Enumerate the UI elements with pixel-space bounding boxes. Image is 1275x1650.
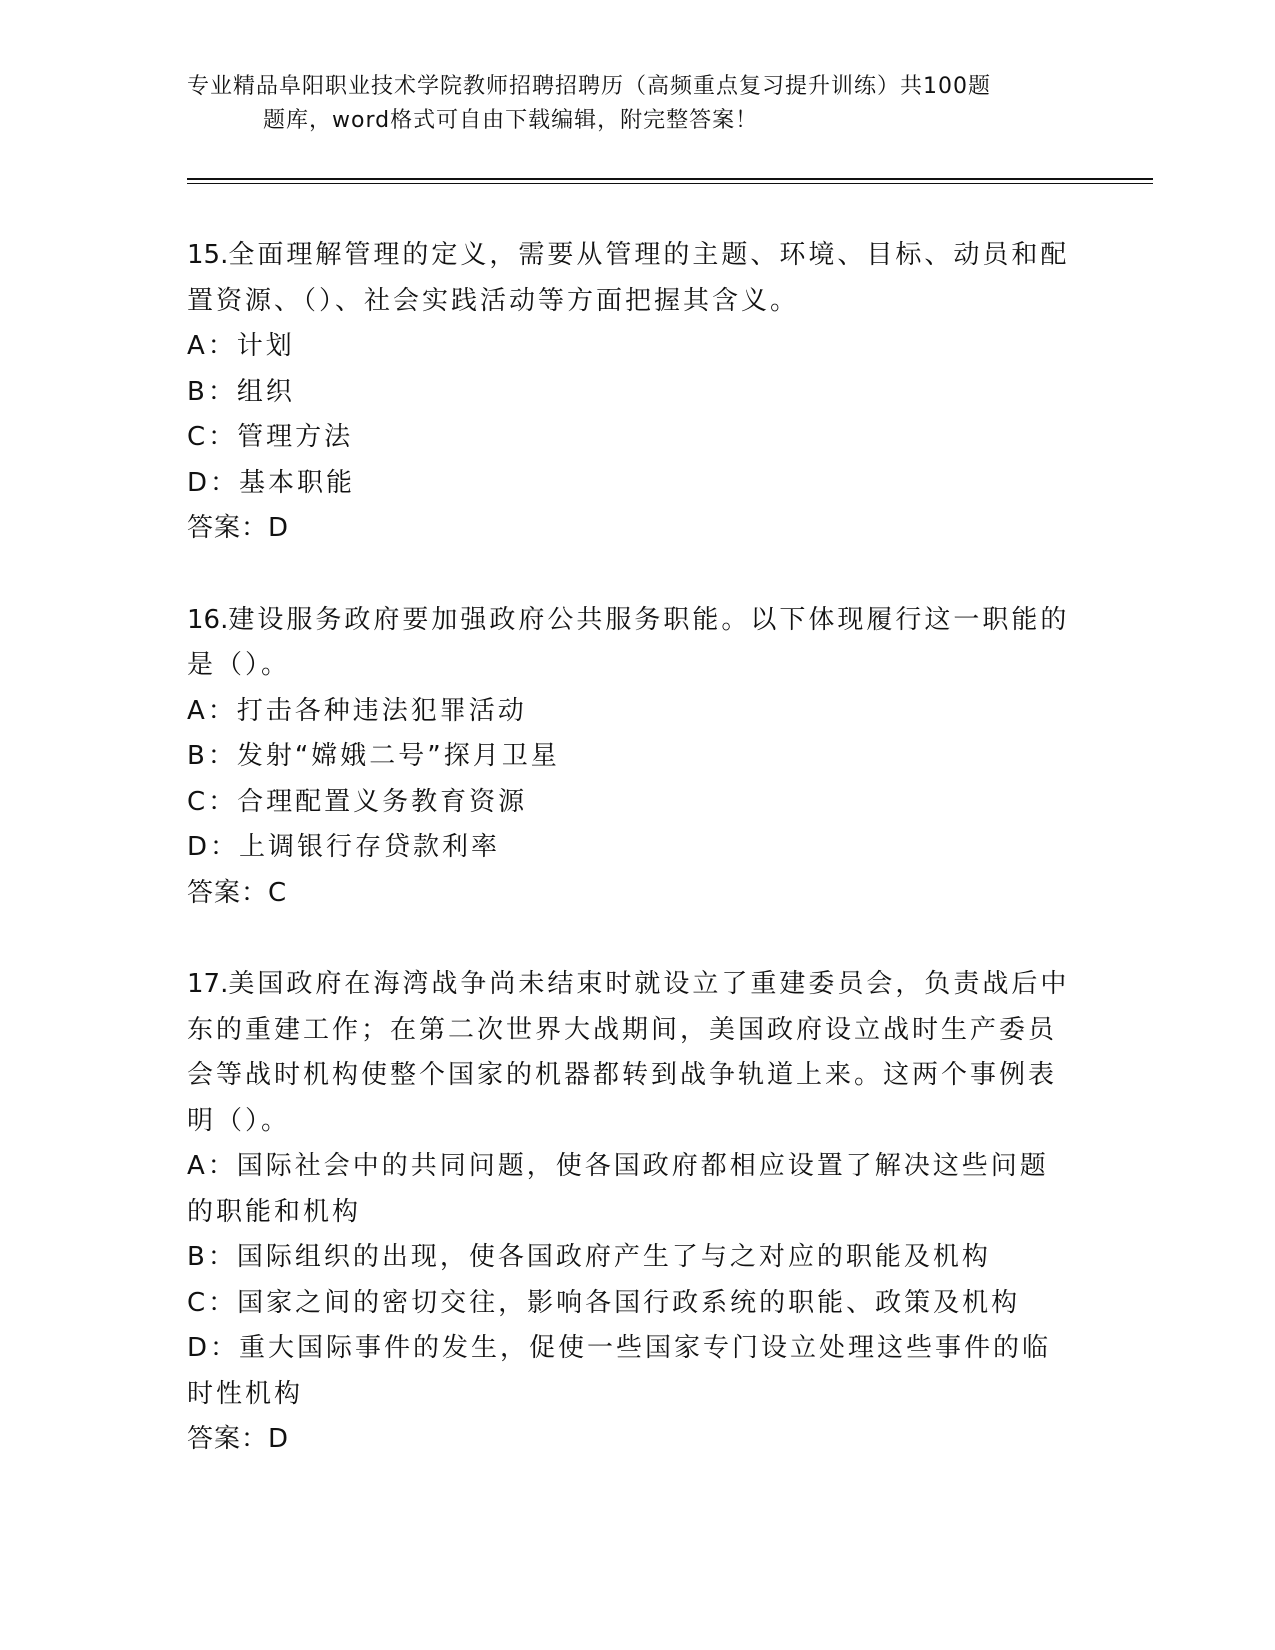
option-b: B：国际组织的出现，使各国政府产生了与之对应的职能及机构 (187, 1242, 991, 1272)
question-number: 17. (187, 969, 229, 999)
question-16 (187, 598, 1072, 917)
question-number: 16. (187, 604, 229, 635)
question-text (187, 962, 1072, 1144)
question-stem: 建设服务政府要加强政府公共服务职能。以下体现履行这一职能的是（）。 (187, 604, 1070, 680)
header-divider (187, 178, 1153, 184)
question-stem: 美国政府在海湾战争尚未结束时就设立了重建委员会，负责战后中东的重建工作；在第二次世界大战期间，美国政府设立战时生产委员会等战时机构使整个国家的机器都转到战争轨道上来。这两个事例表明（）。 (187, 969, 1070, 1136)
option-d: D：基本职能 (187, 467, 356, 498)
answer: 答案：D (187, 513, 290, 543)
question-text (187, 233, 1072, 324)
question-number: 15. (187, 240, 229, 270)
answer: 答案：D (187, 1424, 290, 1454)
option-c: C：国家之间的密切交往，影响各国行政系统的职能、政策及机构 (187, 1287, 1021, 1318)
option-b: B：组织 (187, 376, 295, 407)
option-a: A：打击各种违法犯罪活动 (187, 695, 527, 726)
question-text (187, 598, 1072, 689)
option-c: C：合理配置义务教育资源 (187, 786, 528, 817)
document-title: 专业精品阜阳职业技术学院教师招聘招聘历（高频重点复习提升训练）共100题 (187, 74, 991, 99)
option-d: D：重大国际事件的发生，促使一些国家专门设立处理这些事件的临时性机构 (187, 1333, 1052, 1409)
question-stem: 全面理解管理的定义，需要从管理的主题、环境、目标、动员和配置资源、（）、社会实践活动等方面把握其含义。 (187, 240, 1070, 316)
option-d: D：上调银行存贷款利率 (187, 832, 501, 862)
option-b: B：发射“嫦娥二号”探月卫星 (187, 741, 560, 771)
document-header (187, 70, 1067, 138)
option-c: C：管理方法 (187, 422, 354, 452)
option-a: A：计划 (187, 331, 295, 361)
document-subtitle: 题库，word格式可自由下载编辑，附完整答案！ (263, 108, 759, 133)
question-17 (187, 962, 1072, 1463)
question-15 (187, 233, 1072, 552)
option-a: A：国际社会中的共同问题，使各国政府都相应设置了解决这些问题的职能和机构 (187, 1151, 1049, 1227)
answer: 答案：C (187, 877, 288, 908)
question-list (187, 233, 1072, 1509)
